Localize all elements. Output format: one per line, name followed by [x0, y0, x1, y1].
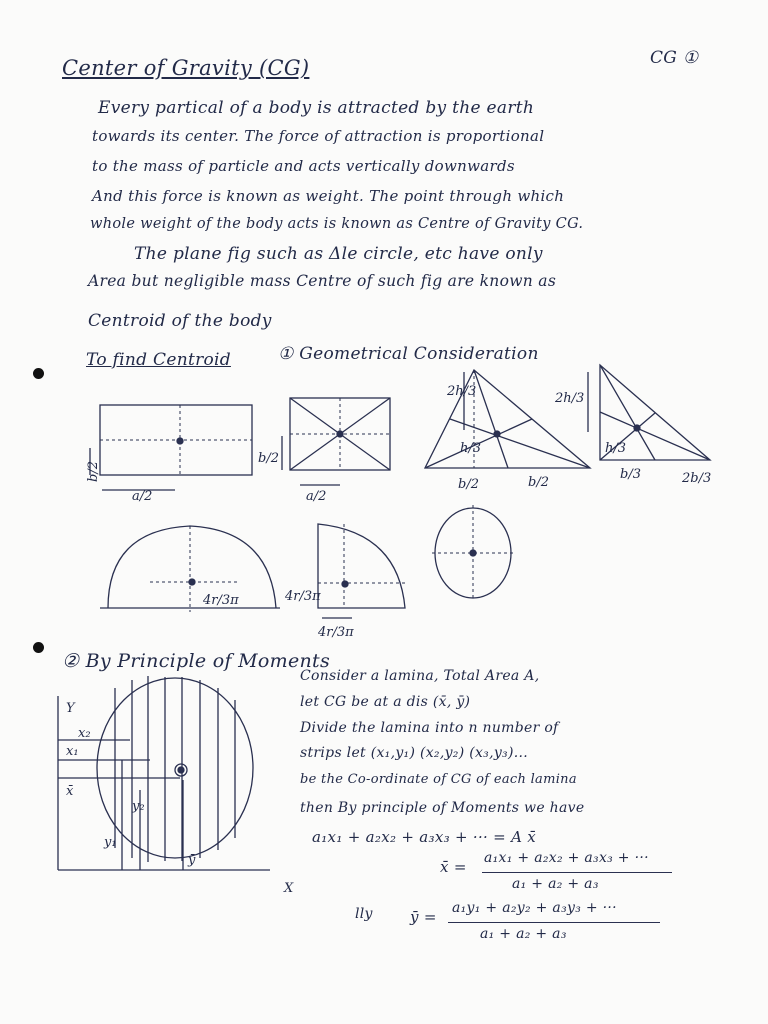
section2-line-3: Divide the lamina into n number of [300, 720, 559, 736]
equation-2-fraction-bar [482, 872, 672, 873]
quadrant-shape [318, 524, 405, 608]
para1-line-3: to the mass of particle and acts vertically downwards [92, 157, 515, 175]
x-bar-label: x̄ [66, 784, 74, 799]
y1-label: y₁ [104, 835, 117, 850]
section1-heading: To find Centroid [86, 350, 231, 370]
page-mark: CG ① [650, 48, 699, 68]
equation-3-numerator: a₁y₁ + a₂y₂ + a₃y₃ + ··· [452, 900, 617, 916]
triangle-h1-label: 2h/3 [447, 384, 477, 399]
para1-line-4: And this force is known as weight. The point through which [92, 187, 565, 205]
quadrant-x-label: 4r/3π [318, 625, 354, 640]
section2-line-4: strips let (x₁,y₁) (x₂,y₂) (x₃,y₃)... [300, 745, 528, 761]
para1-line-5: whole weight of the body acts is known as Centre of Gravity CG. [90, 216, 584, 232]
x2-label: x₂ [78, 726, 91, 741]
triangle-b1-label: b/2 [458, 477, 479, 492]
section2-line-5: be the Co-ordinate of CG of each lamina [300, 772, 577, 787]
rect-b-label: b/2 [86, 461, 101, 482]
triangle-b2-label: b/2 [528, 475, 549, 490]
rtri-b1-label: b/3 [620, 467, 641, 482]
equation-2-numerator: a₁x₁ + a₂x₂ + a₃x₃ + ··· [484, 850, 649, 866]
page-title: Center of Gravity (CG) [62, 56, 310, 80]
square-a-label: a/2 [306, 489, 327, 504]
quadrant-y-label: 4r/3π [285, 589, 321, 604]
section2-line-2: let CG be at a dis (x̄, ȳ) [300, 694, 471, 710]
x-axis-label: X [284, 881, 294, 896]
para2-line-2: Area but negligible mass Centre of such fig are known as [88, 272, 557, 290]
square-b-label: b/2 [258, 451, 279, 466]
rect-a-label: a/2 [132, 489, 153, 504]
equation-2-lhs: x̄ = [440, 858, 467, 876]
equation-3-prefix: lly [355, 906, 373, 922]
x1-label: x₁ [66, 744, 79, 759]
triangle-h2-label: h/3 [460, 441, 482, 456]
para2-line-1: The plane fig such as Δle circle, etc have only [134, 244, 543, 264]
semicircle-shape [108, 526, 276, 608]
equation-2-denominator: a₁ + a₂ + a₃ [512, 876, 599, 892]
semicircle-label: 4r/3π [203, 593, 239, 608]
section2-line-1: Consider a lamina, Total Area A, [300, 668, 540, 684]
y-axis-label: Y [66, 701, 75, 716]
rtri-h2-label: h/3 [605, 441, 627, 456]
y2-label: y₂ [132, 799, 145, 814]
equation-3-denominator: a₁ + a₂ + a₃ [480, 926, 567, 942]
rectangle-shape [100, 405, 252, 475]
section2-heading: ② By Principle of Moments [62, 650, 331, 672]
section2-line-6: then By principle of Moments we have [300, 800, 585, 816]
para1-line-1: Every partical of a body is attracted by the earth [98, 98, 535, 118]
equation-1: a₁x₁ + a₂x₂ + a₃x₃ + ··· = A x̄ [312, 828, 537, 846]
rtri-b2-label: 2b/3 [682, 471, 712, 486]
para2-line-3: Centroid of the body [88, 311, 272, 331]
para1-line-2: towards its center. The force of attraction is proportional [92, 127, 545, 145]
y-bar-label: ȳ [188, 853, 196, 868]
section1-method: ① Geometrical Consideration [278, 344, 539, 364]
rtri-h1-label: 2h/3 [555, 391, 585, 406]
equation-3-fraction-bar [448, 922, 660, 923]
equation-3-lhs: ȳ = [410, 908, 437, 926]
